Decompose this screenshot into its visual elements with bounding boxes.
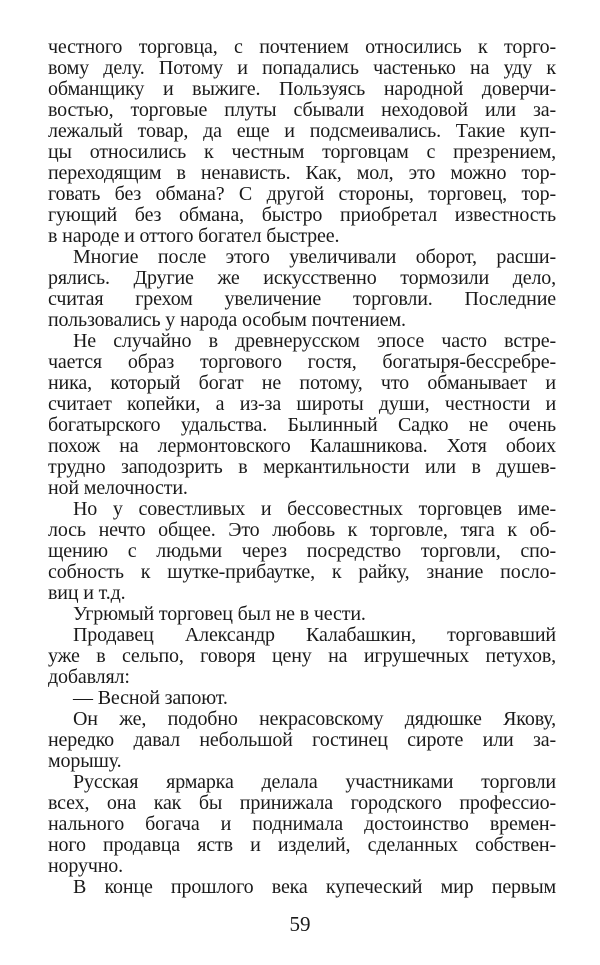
paragraph <box>48 877 556 898</box>
text-line: Угрюмый торговец был не в чести. <box>73 603 366 625</box>
text-line: ной мелочности. <box>48 477 188 499</box>
text-line: чается образ торгового гостя, богатыря-бессребре- <box>48 351 556 373</box>
text-line: Многие после этого увеличивали оборот, расши- <box>73 246 556 268</box>
text-line: Но у совестливых и бессовестных торговцев име- <box>73 498 556 520</box>
text-line: переходящим в ненависть. Как, мол, это можно тор- <box>48 162 556 184</box>
text-line: Не случайно в древнерусском эпосе часто встре- <box>73 330 556 352</box>
text-line: щению с людьми через посредство торговли, спо- <box>48 540 556 562</box>
paragraph <box>48 604 556 625</box>
text-line: цы относились к честным торговцам с презрением, <box>48 141 556 163</box>
text-line: В конце прошлого века купеческий мир первым <box>73 876 556 898</box>
paragraph <box>48 772 556 877</box>
paragraph <box>48 247 556 331</box>
text-line: обманщику и выжиге. Пользуясь народной доверчи- <box>48 78 556 100</box>
text-line: Русская ярмарка делала участниками торговли <box>73 771 556 793</box>
page-body-text <box>48 37 556 898</box>
text-line: лежалый товар, да еще и подсмеивались. Такие куп- <box>48 120 556 142</box>
paragraph <box>48 499 556 604</box>
text-line: — Весной запоют. <box>73 687 228 709</box>
text-line: считает копейки, а из-за широты души, честности и <box>48 393 556 415</box>
text-line: собность к шутке-прибаутке, к райку, знание посло- <box>48 561 556 583</box>
text-line: ного продавца яств и изделий, сделанных собствен- <box>48 834 556 856</box>
paragraph <box>48 709 556 772</box>
text-line: добавлял: <box>48 666 130 688</box>
text-line: Продавец Александр Калабашкин, торговавший <box>73 624 556 646</box>
text-line: морышу. <box>48 750 122 772</box>
text-line: ника, который богат не потому, что обманывает и <box>48 372 556 394</box>
text-line: нередко давал небольшой гостинец сироте или за- <box>48 729 556 751</box>
text-line: в народе и оттого богател быстрее. <box>48 225 340 247</box>
paragraph <box>48 625 556 688</box>
text-line: богатырского удальства. Былинный Садко не очень <box>48 414 556 436</box>
text-line: считая грехом увеличение торговли. Последние <box>48 288 556 310</box>
text-line: всех, она как бы принижала городского профессио- <box>48 792 556 814</box>
text-line: востью, торговые плуты сбывали неходовой или за- <box>48 99 556 121</box>
text-line: трудно заподозрить в меркантильности или в душев- <box>48 456 556 478</box>
text-line: вому делу. Потому и попадались частенько на уду к <box>48 57 556 79</box>
text-line: говать без обмана? С другой стороны, торговец, тор- <box>48 183 556 205</box>
paragraph <box>48 37 556 247</box>
text-line: пользовались у народа особым почтением. <box>48 309 406 331</box>
text-line: похож на лермонтовского Калашникова. Хотя обоих <box>48 435 556 457</box>
text-line: гующий без обмана, быстро приобретал известность <box>48 204 556 226</box>
text-line: уже в сельпо, говоря цену на игрушечных петухов, <box>48 645 556 667</box>
text-line: норучно. <box>48 855 124 877</box>
paragraph <box>48 331 556 499</box>
text-line: лось нечто общее. Это любовь к торговле, тяга к об- <box>48 519 556 541</box>
text-line: Он же, подобно некрасовскому дядюшке Якову, <box>73 708 556 730</box>
paragraph <box>48 688 556 709</box>
text-line: рялись. Другие же искусственно тормозили дело, <box>48 267 556 289</box>
text-line: виц и т.д. <box>48 582 126 604</box>
text-line: нального богача и поднимала достоинство времен- <box>48 813 556 835</box>
page-number: 59 <box>289 912 311 936</box>
text-line: честного торговца, с почтением относились к торго- <box>48 36 556 58</box>
